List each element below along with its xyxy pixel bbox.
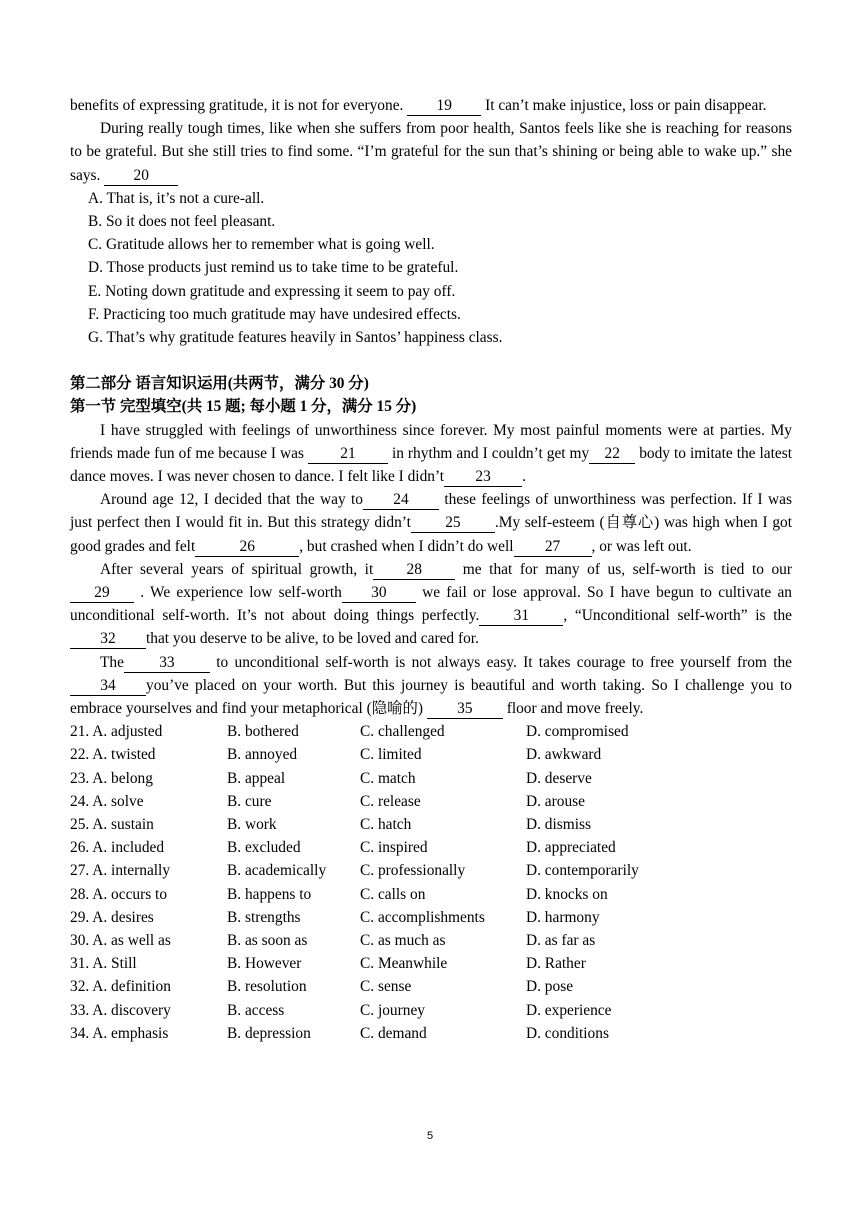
page-number: 5 [426,1130,434,1142]
choice-a: 23. A. belong [70,769,153,787]
option-e: E. Noting down gratitude and expressing it seem to pay off. [88,282,456,300]
choice-a: 34. A. emphasis [70,1024,169,1042]
document-page [70,94,792,1045]
blank-20: 20 [104,167,178,186]
choice-c: C. demand [360,1024,427,1042]
choice-b: B. strengths [227,908,301,926]
choice-a: 28. A. occurs to [70,885,168,903]
question-row [70,743,792,766]
cloze-paragraph-4: The 33 to unconditional self-worth is not always easy. It takes courage to free yourself from the 34 you’ve placed on your worth. But this journey is beautiful and worth taking. So I challenge you to embrace yourselves and find your metaphorical (隐喻的) 35 floor and move freely. [70,653,792,718]
cloze-paragraph-1: I have struggled with feelings of unworthiness since forever. My most painful moments were at parties. My friends made fun of me because I was 21 in rhythm and I couldn’t get my 22 body to imitate the latest dance moves. I was never chosen to dance. I felt like I didn’t 23 . [70,421,792,486]
choice-d: D. experience [526,1001,612,1019]
choice-a: 32. A. definition [70,978,171,996]
choice-c: C. release [360,792,421,810]
question-list [70,720,792,1045]
option-d: D. Those products just remind us to take time to be grateful. [88,259,459,277]
cloze-paragraph-3: After several years of spiritual growth, it 28 me that for many of us, self-worth is tied to our29 . We experience low self-worth 30 we fail or lose approval. So I have begun to cultivate an unconditional self-worth. It’s not about doing things perfectly. 31 , “Unconditional self-worth” is the32 that you deserve to be alive, to be loved and cared for. [70,560,793,648]
choice-c: C. inspired [360,839,428,857]
option-a: A. That is, it’s not a cure-all. [88,189,265,207]
passage-paragraph-1: benefits of expressing gratitude, it is not for everyone. 19 It can’t make injustice, loss or pain disappear. [70,97,767,114]
choice-c: C. limited [360,746,422,764]
choice-b: B. cure [227,792,272,810]
choice-d: D. harmony [526,908,600,926]
question-row [70,929,792,952]
choice-a: 30. A. as well as [70,931,171,949]
choice-c: C. journey [360,1001,425,1019]
choice-a: 22. A. twisted [70,746,156,764]
choice-c: C. match [360,769,416,787]
choice-a: 31. A. Still [70,955,137,973]
blank-32: 32 [70,630,146,649]
question-row [70,906,792,929]
blank-29: 29 [70,584,134,603]
choice-b: B. work [227,816,277,834]
blank-23: 23 [444,468,522,487]
choice-c: C. accomplishments [360,908,485,926]
choice-c: C. challenged [360,723,445,741]
question-row [70,720,792,743]
choice-b: B. access [227,1001,285,1019]
choice-d: D. appreciated [526,839,616,857]
blank-26: 26 [195,538,299,557]
blank-28: 28 [373,561,455,580]
choice-d: D. conditions [526,1024,609,1042]
question-row [70,975,792,998]
blank-31: 31 [479,607,563,626]
choice-a: 24. A. solve [70,792,144,810]
option-b: B. So it does not feel pleasant. [88,213,276,231]
option-f: F. Practicing too much gratitude may have undesired effects. [88,305,461,323]
question-row [70,767,792,790]
choice-d: D. dismiss [526,816,591,834]
choice-b: B. depression [227,1024,311,1042]
choice-c: C. sense [360,978,412,996]
question-row [70,999,792,1022]
question-row [70,836,792,859]
choice-a: 29. A. desires [70,908,154,926]
choice-b: B. However [227,955,302,973]
choice-b: B. appeal [227,769,286,787]
choice-a: 21. A. adjusted [70,723,163,741]
cloze-paragraph-2: Around age 12, I decided that the way to 24 these feelings of unworthiness was perfection. If I was just perfect then I would fit in. But this strategy didn’t 25 .My self-esteem (自尊心) was high when I got good grades and felt 26 , but crashed when I didn’t do well 27 , or was left out. [70,491,793,555]
choice-d: D. contemporarily [526,862,639,880]
choice-d: D. deserve [526,769,592,787]
question-row [70,883,792,906]
choice-d: D. compromised [526,723,629,741]
blank-22: 22 [589,445,635,464]
choice-c: C. professionally [360,862,466,880]
choice-b: B. excluded [227,839,301,857]
blank-33: 33 [124,654,210,673]
option-c: C. Gratitude allows her to remember what is going well. [88,236,435,254]
option-list [70,187,792,349]
question-row [70,859,792,882]
blank-19: 19 [407,97,481,116]
choice-d: D. pose [526,978,574,996]
blank-25: 25 [411,514,495,533]
question-row [70,790,792,813]
choice-d: D. arouse [526,792,585,810]
choice-b: B. annoyed [227,746,298,764]
passage-paragraph-2: During really tough times, like when she suffers from poor health, Santos feels like she is reaching for reasons to be grateful. But she still tries to find some. “I’m grateful for the sun that’s shining or being able to wake up.” she says. 20 [70,120,792,184]
blank-30: 30 [342,584,416,603]
question-row [70,952,792,975]
choice-d: D. as far as [526,931,596,949]
option-g: G. That’s why gratitude features heavily in Santos’ happiness class. [88,329,503,347]
choice-c: C. calls on [360,885,426,903]
blank-34: 34 [70,677,146,696]
choice-d: D. knocks on [526,885,608,903]
choice-c: C. hatch [360,816,412,834]
choice-a: 33. A. discovery [70,1001,171,1019]
blank-27: 27 [514,538,592,557]
choice-d: D. Rather [526,955,586,973]
choice-b: B. bothered [227,723,299,741]
blank-24: 24 [363,491,439,510]
blank-21: 21 [308,445,388,464]
choice-b: B. resolution [227,978,307,996]
choice-b: B. academically [227,862,327,880]
choice-a: 26. A. included [70,839,165,857]
choice-a: 27. A. internally [70,862,171,880]
choice-b: B. as soon as [227,931,308,949]
blank-35: 35 [427,700,503,719]
choice-c: C. as much as [360,931,446,949]
choice-d: D. awkward [526,746,602,764]
subsection-heading: 第一节 完型填空(共 15 题; 每小题 1 分，满分 15 分) [70,398,417,416]
question-row [70,1022,792,1045]
choice-a: 25. A. sustain [70,816,154,834]
choice-b: B. happens to [227,885,312,903]
section-heading: 第二部分 语言知识运用(共两节，满分 30 分) [70,375,369,393]
choice-c: C. Meanwhile [360,955,448,973]
question-row [70,813,792,836]
